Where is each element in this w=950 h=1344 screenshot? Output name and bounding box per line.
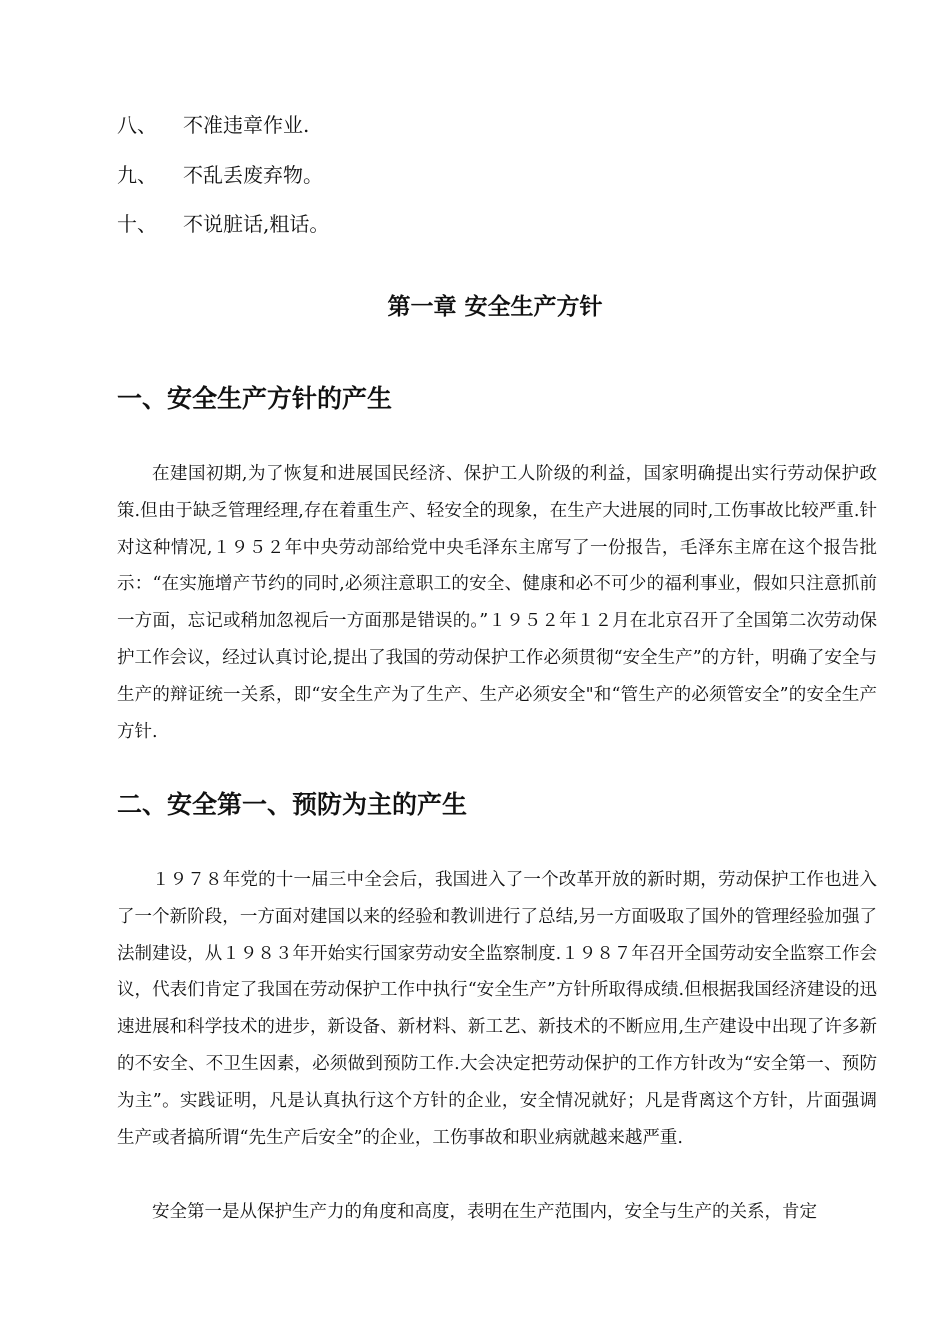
list-item-number: 十、	[117, 212, 157, 236]
body-paragraph: 在建国初期,为了恢复和进展国民经济、保护工人阶级的利益，国家明确提出实行劳动保护政策.但由于缺乏管理经理,存在着重生产、轻安全的现象，在生产大进展的同时,工伤事故比较严重.针对这种情况,１９５２年中央劳动部给党中央毛泽东主席写了一份报告，毛泽东主席在这个报告批示：“在实施增产节约的同时,必须注意职工的安全、健康和必不可少的福利事业，假如只注意抓前一方面，忘记或稍加忽视后一方面那是错误的。”１９５２年１２月在北京召开了全国第二次劳动保护工作会议，经过认真讨论,提出了我国的劳动保护工作必须贯彻“安全生产”的方针，明确了安全与生产的辩证统一关系，即“安全生产为了生产、生产必须安全"和“管生产的必须管安全”的安全生产方针.	[117, 464, 877, 742]
chapter-title: 第一章 安全生产方针	[387, 294, 603, 320]
section-heading: 二、安全第一、预防为主的产生	[117, 790, 468, 819]
body-paragraph: 安全第一是从保护生产力的角度和高度，表明在生产范围内，安全与生产的关系，肯定	[152, 1202, 817, 1222]
list-item-number: 九、	[117, 163, 157, 187]
list-item-text: 不乱丢废弃物。	[183, 163, 323, 187]
body-paragraph: １９７８年党的十一届三中全会后，我国进入了一个改革开放的新时期，劳动保护工作也进入了一个新阶段，一方面对建国以来的经验和教训进行了总结,另一方面吸取了国外的管理经验加强了法制建设，从１９８３年开始实行国家劳动安全监察制度.１９８７年召开全国劳动安全监察工作会议，代表们肯定了我国在劳动保护工作中执行“安全生产”方针所取得成绩.但根据我国经济建设的迅速进展和科学技术的进步，新设备、新材料、新工艺、新技术的不断应用,生产建设中出现了许多新的不安全、不卫生因素，必须做到预防工作.大会决定把劳动保护的工作方针改为“安全第一、预防为主”。实践证明，凡是认真执行这个方针的企业，安全情况就好；凡是背离这个方针，片面强调生产或者搞所谓“先生产后安全”的企业，工伤事故和职业病就越来越严重.	[117, 870, 877, 1148]
list-item	[117, 162, 323, 188]
section-heading: 一、安全生产方针的产生	[117, 384, 393, 413]
list-item-text: 不准违章作业.	[183, 113, 310, 137]
list-item-number: 八、	[117, 113, 157, 137]
list-item	[117, 112, 309, 138]
list-item	[117, 211, 329, 237]
list-item-text: 不说脏话,粗话。	[183, 212, 330, 236]
